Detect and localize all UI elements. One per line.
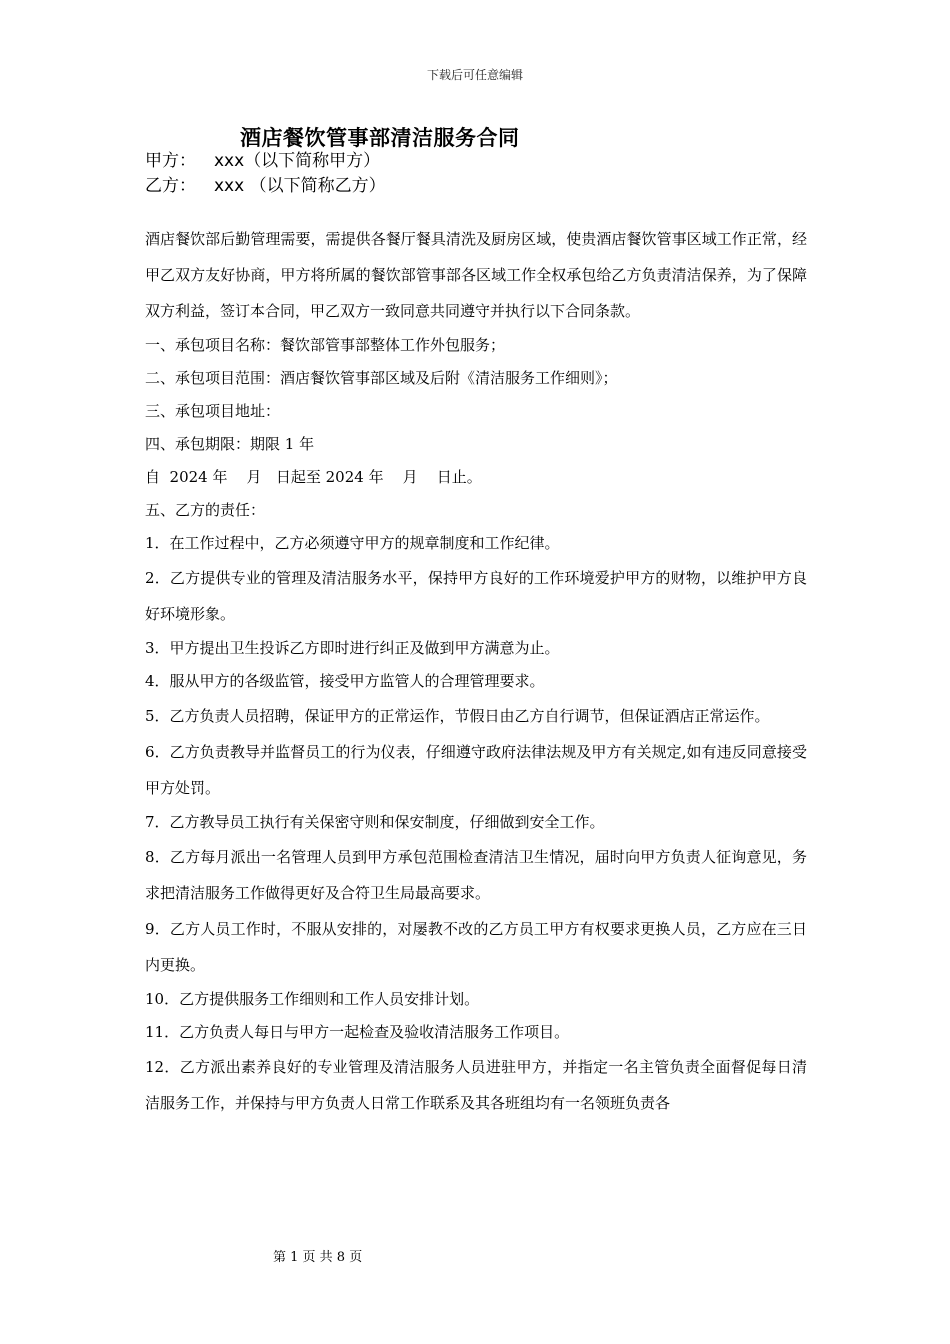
responsibility-item: 12．乙方派出素养良好的专业管理及清洁服务人员进驻甲方，并指定一名主管负责全面督促每日清洁服务工作，并保持与甲方负责人日常工作联系及其各班组均有一名领班负责各 [145,1058,807,1112]
party-b-line [145,176,386,196]
clause-project-address: 三、承包项目地址： [145,402,281,420]
responsibility-item: 9．乙方人员工作时，不服从安排的，对屡教不改的乙方员工甲方有权要求更换人员，乙方应在三日内更换。 [145,920,807,974]
responsibility-item: 8．乙方每月派出一名管理人员到甲方承包范围检查清洁卫生情况，届时向甲方负责人征询意见，务求把清洁服务工作做得更好及合符卫生局最高要求。 [145,848,807,902]
responsibility-item: 1．在工作过程中，乙方必须遵守甲方的规章制度和工作纪律。 [145,534,560,552]
responsibility-item: 10．乙方提供服务工作细则和工作人员安排计划。 [145,990,480,1008]
party-b-suffix: （以下简称乙方） [244,176,386,196]
clause-contract-term: 四、承包期限：期限 1 年 [145,435,315,453]
responsibility-item: 7．乙方教导员工执行有关保密守则和保安制度，仔细做到安全工作。 [145,813,605,831]
clause-term-dates: 自 2024 年 月 日起至 2024 年 月 日止。 [145,468,482,486]
party-a-line [145,151,380,171]
responsibility-item: 2．乙方提供专业的管理及清洁服务水平，保持甲方良好的工作环境爱护甲方的财物，以维护甲方良好环境形象。 [145,569,807,623]
party-a-suffix: （以下简称甲方） [244,151,381,171]
responsibility-item: 6．乙方负责教导并监督员工的行为仪表，仔细遵守政府法律法规及甲方有关规定,如有违反同意接受甲方处罚。 [145,743,807,797]
clause-project-scope: 二、承包项目范围：酒店餐饮管事部区域及后附《清洁服务工作细则》； [145,369,618,387]
clause-party-b-responsibilities: 五、乙方的责任： [145,501,266,519]
intro-paragraph: 酒店餐饮部后勤管理需要，需提供各餐厅餐具清洗及厨房区域，使贵酒店餐饮管事区域工作正常，经甲乙双方友好协商，甲方将所属的餐饮部管事部各区域工作全权承包给乙方负责清洁保养，为了保障双方利益，签订本合同，甲乙双方一致同意共同遵守并执行以下合同条款。 [145,230,807,320]
responsibility-item: 11．乙方负责人每日与甲方一起检查及验收清洁服务工作项目。 [145,1023,570,1041]
responsibility-item: 5．乙方负责人员招聘，保证甲方的正常运作，节假日由乙方自行调节，但保证酒店正常运作。 [145,707,770,725]
contract-body [145,221,807,1121]
responsibility-item: 3．甲方提出卫生投诉乙方即时进行纠正及做到甲方满意为止。 [145,639,560,657]
document-title: 酒店餐饮管事部清洁服务合同 [240,125,520,150]
party-a-label: 甲方： [145,151,196,171]
party-b-name: xxx [214,176,245,196]
page-header-note: 下载后可任意编辑 [426,68,523,82]
party-b-label: 乙方： [145,176,196,196]
page-number-footer: 第 1 页 共 8 页 [273,1250,363,1265]
clause-project-name: 一、承包项目名称：餐饮部管事部整体工作外包服务； [145,336,506,354]
party-a-name: xxx [214,151,245,171]
responsibility-item: 4．服从甲方的各级监管，接受甲方监管人的合理管理要求。 [145,672,545,690]
